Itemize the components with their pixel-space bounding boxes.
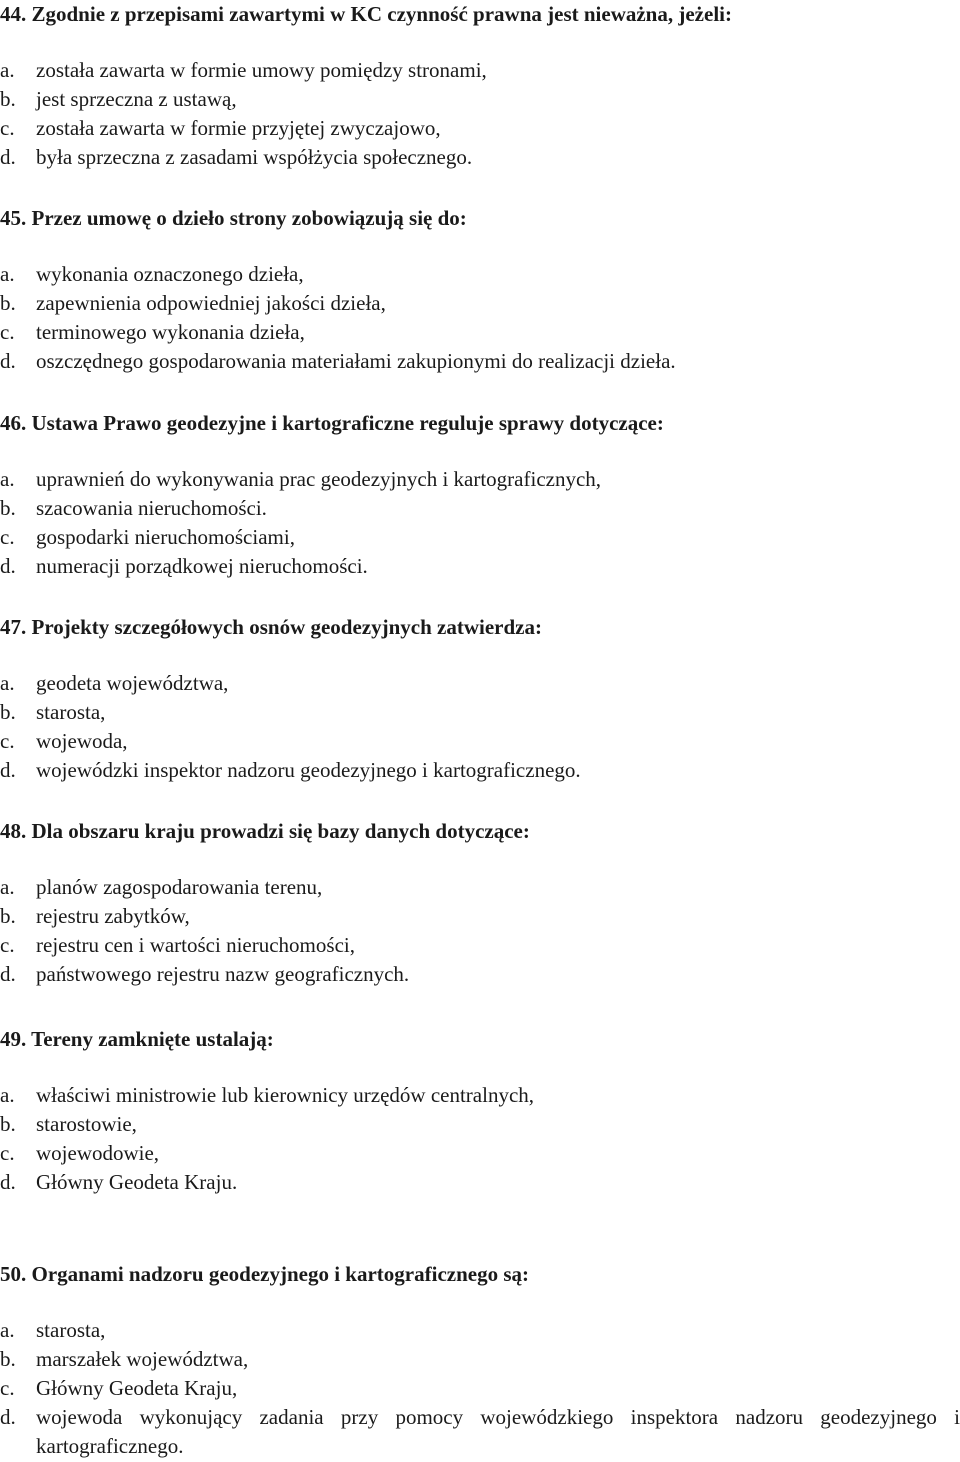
option-letter: c. — [0, 320, 15, 344]
question-48 — [0, 817, 960, 989]
answer-option — [0, 552, 960, 581]
option-letter: a. — [0, 671, 15, 695]
answer-list — [0, 1081, 960, 1197]
answer-option — [0, 669, 960, 698]
question-45 — [0, 204, 960, 376]
answer-list — [0, 1316, 960, 1461]
option-text: właściwi ministrowie lub kierownicy urzędów centralnych, — [36, 1083, 535, 1107]
option-text: państwowego rejestru nazw geograficznych. — [36, 962, 410, 986]
option-letter: a. — [0, 262, 15, 286]
option-text: zapewnienia odpowiedniej jakości dzieła, — [36, 291, 386, 315]
option-letter: a. — [0, 58, 15, 82]
answer-option — [0, 1403, 960, 1461]
option-text: wojewodowie, — [36, 1141, 160, 1165]
answer-option — [0, 1345, 960, 1374]
answer-option — [0, 318, 960, 347]
option-letter: d. — [0, 962, 16, 986]
question-title: 50. Organami nadzoru geodezyjnego i kartograficznego są: — [0, 1262, 530, 1286]
option-text: oszczędnego gospodarowania materiałami zakupionymi do realizacji dzieła. — [36, 349, 676, 373]
answer-option — [0, 494, 960, 523]
answer-option — [0, 902, 960, 931]
option-text: uprawnień do wykonywania prac geodezyjnych i kartograficznych, — [36, 467, 602, 491]
question-50 — [0, 1260, 960, 1461]
option-letter: d. — [0, 349, 16, 373]
option-letter: c. — [0, 1376, 15, 1400]
question-title: 48. Dla obszaru kraju prowadzi się bazy danych dotyczące: — [0, 819, 530, 843]
answer-option — [0, 1374, 960, 1403]
option-letter: d. — [0, 145, 16, 169]
option-letter: a. — [0, 1318, 15, 1342]
option-text: Główny Geodeta Kraju, — [36, 1376, 238, 1400]
answer-option — [0, 1110, 960, 1139]
answer-option — [0, 1139, 960, 1168]
option-letter: c. — [0, 525, 15, 549]
answer-option — [0, 114, 960, 143]
option-letter: d. — [0, 758, 16, 782]
option-letter: b. — [0, 291, 16, 315]
answer-list — [0, 260, 960, 376]
option-text: wykonania oznaczonego dzieła, — [36, 262, 304, 286]
option-letter: a. — [0, 1083, 15, 1107]
option-text: terminowego wykonania dzieła, — [36, 320, 305, 344]
option-text: starosta, — [36, 700, 106, 724]
question-title: 45. Przez umowę o dzieło strony zobowiązują się do: — [0, 206, 467, 230]
option-text: rejestru cen i wartości nieruchomości, — [36, 933, 355, 957]
answer-option — [0, 347, 960, 376]
answer-option — [0, 260, 960, 289]
option-letter: c. — [0, 729, 15, 753]
option-letter: b. — [0, 1112, 16, 1136]
option-letter: a. — [0, 875, 15, 899]
option-text: wojewódzki inspektor nadzoru geodezyjnego i kartograficznego. — [36, 758, 581, 782]
option-letter: a. — [0, 467, 15, 491]
option-text: została zawarta w formie przyjętej zwyczajowo, — [36, 116, 441, 140]
option-letter: c. — [0, 1141, 15, 1165]
answer-option — [0, 931, 960, 960]
option-letter: d. — [0, 1405, 16, 1429]
answer-option — [0, 143, 960, 172]
option-text: planów zagospodarowania terenu, — [36, 875, 323, 899]
question-49 — [0, 1025, 960, 1197]
option-letter: b. — [0, 700, 16, 724]
option-text: gospodarki nieruchomościami, — [36, 525, 295, 549]
answer-option — [0, 1316, 960, 1345]
answer-option — [0, 698, 960, 727]
answer-option — [0, 523, 960, 552]
answer-list — [0, 56, 960, 172]
answer-option — [0, 873, 960, 902]
question-46 — [0, 409, 960, 581]
option-letter: d. — [0, 554, 16, 578]
answer-list — [0, 873, 960, 989]
option-text: jest sprzeczna z ustawą, — [36, 87, 237, 111]
answer-option — [0, 56, 960, 85]
answer-option — [0, 1168, 960, 1197]
option-letter: b. — [0, 1347, 16, 1371]
question-title: 46. Ustawa Prawo geodezyjne i kartograficzne reguluje sprawy dotyczące: — [0, 411, 664, 435]
option-text: rejestru zabytków, — [36, 904, 190, 928]
option-text: wojewoda, — [36, 729, 128, 753]
answer-option — [0, 465, 960, 494]
answer-option — [0, 1081, 960, 1110]
answer-option — [0, 727, 960, 756]
answer-list — [0, 465, 960, 581]
question-title: 47. Projekty szczegółowych osnów geodezyjnych zatwierdza: — [0, 615, 542, 639]
option-text: starostowie, — [36, 1112, 137, 1136]
option-text: Główny Geodeta Kraju. — [36, 1170, 238, 1194]
option-letter: d. — [0, 1170, 16, 1194]
answer-option — [0, 960, 960, 989]
answer-option — [0, 289, 960, 318]
option-letter: b. — [0, 87, 16, 111]
question-title: 49. Tereny zamknięte ustalają: — [0, 1027, 274, 1051]
option-text: starosta, — [36, 1318, 106, 1342]
answer-list — [0, 669, 960, 785]
option-text: była sprzeczna z zasadami współżycia społecznego. — [36, 145, 473, 169]
answer-option — [0, 85, 960, 114]
option-text: wojewoda wykonujący zadania przy pomocy wojewódzkiego inspektora nadzoru geodezyjnego i kartograficznego. — [36, 1405, 960, 1458]
question-44 — [0, 0, 960, 172]
option-letter: c. — [0, 933, 15, 957]
option-text: geodeta województwa, — [36, 671, 229, 695]
option-text: została zawarta w formie umowy pomiędzy stronami, — [36, 58, 487, 82]
option-text: marszałek województwa, — [36, 1347, 249, 1371]
option-letter: b. — [0, 904, 16, 928]
question-47 — [0, 613, 960, 785]
answer-option — [0, 756, 960, 785]
option-letter: b. — [0, 496, 16, 520]
question-title: 44. Zgodnie z przepisami zawartymi w KC czynność prawna jest nieważna, jeżeli: — [0, 2, 732, 26]
option-text: numeracji porządkowej nieruchomości. — [36, 554, 368, 578]
option-letter: c. — [0, 116, 15, 140]
option-text: szacowania nieruchomości. — [36, 496, 267, 520]
